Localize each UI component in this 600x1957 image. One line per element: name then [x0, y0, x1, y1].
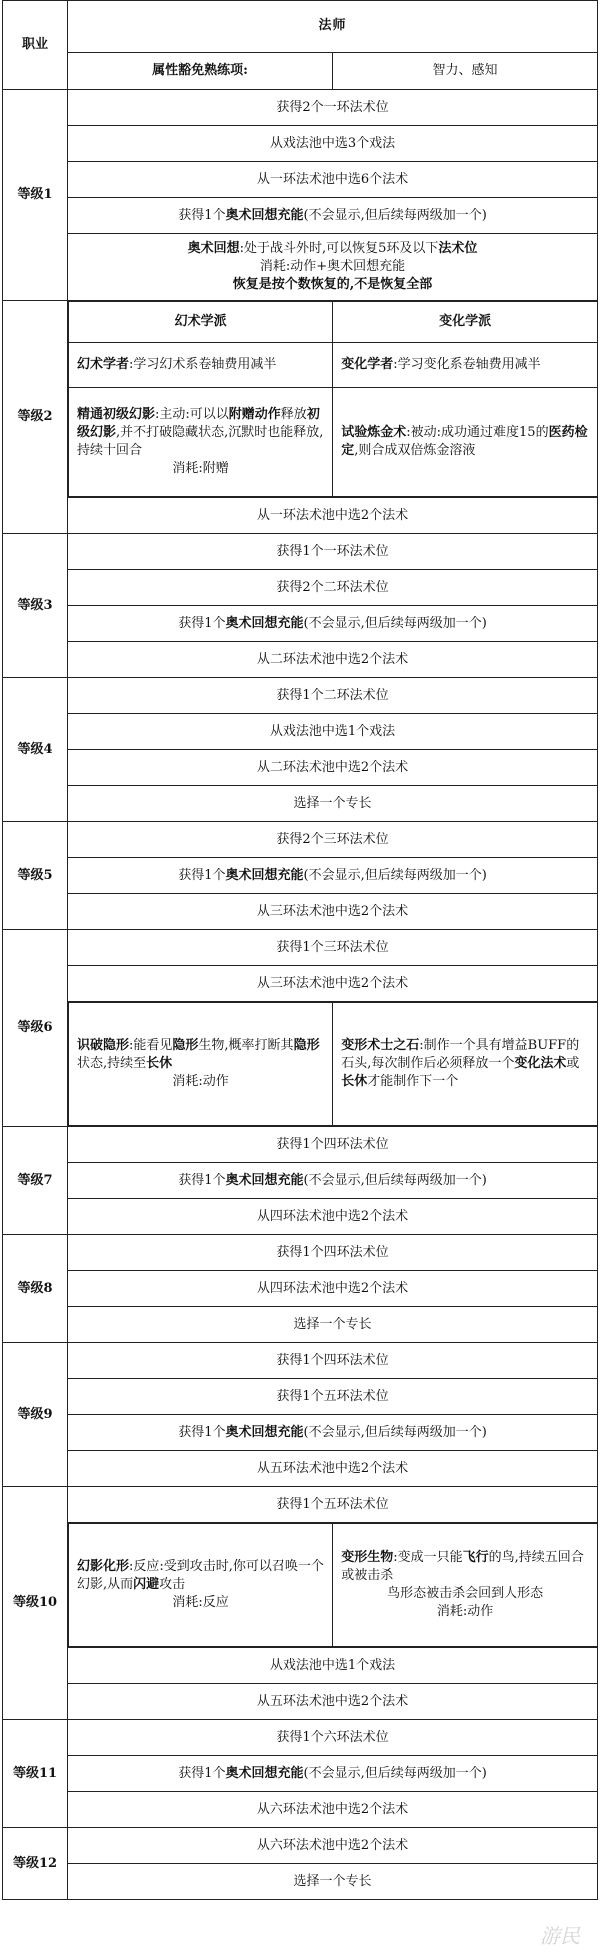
arcane-recovery-name: 奥术回想: [187, 241, 240, 256]
wizard-level-table: [2, 0, 598, 1900]
experimental-alchemy: [333, 388, 597, 497]
level-12-row: [68, 1828, 598, 1864]
level-11-slots: 获得1个六环法术位: [276, 1729, 389, 1745]
illusory-self-text: :反应:受到攻击时,你可以召唤一个幻影,从而: [77, 1559, 324, 1592]
shapechanger-name: 变形生物: [341, 1550, 394, 1565]
shapechanger-note: 鸟形态被击杀会回到人形态: [387, 1586, 544, 1601]
level-9-row: [68, 1415, 598, 1451]
level-10-features: [68, 1523, 598, 1648]
level-3-row: [68, 642, 598, 678]
arcane-charge-prefix: 获得1个: [178, 1424, 226, 1440]
level-2-row: [68, 498, 598, 534]
level-1-row: [68, 126, 598, 162]
see-invisibility-text-2: 生物,概率打断其: [198, 1038, 294, 1053]
level-11-row: [68, 1792, 598, 1828]
level-2-spells: 从一环法术池中选2个法术: [256, 507, 409, 523]
level-5-row: [68, 822, 598, 858]
level-3-row: [68, 606, 598, 642]
arcane-charge-note: (不会显示,但后续每两级加一个): [303, 1172, 487, 1188]
level-8-feat: 选择一个专长: [293, 1316, 372, 1332]
illusion-scholar-name: 幻术学者: [77, 357, 130, 372]
level-12-row: [68, 1864, 598, 1900]
arcane-recovery-charge: 奥术回想充能: [225, 207, 304, 223]
transmutation-scholar-name: 变化学者: [341, 357, 394, 372]
illusion-scholar: [69, 343, 333, 388]
level-4-row: [68, 678, 598, 714]
invisible-term-2: 隐形: [293, 1038, 320, 1053]
illusory-self-name: 幻影化形: [77, 1559, 130, 1574]
level-9-row: [68, 1343, 598, 1379]
level-9-spells: 从五环法术池中选2个法术: [256, 1460, 409, 1476]
experimental-alchemy-text-2: ,则合成双倍炼金溶液: [354, 443, 476, 458]
level-8-label: 等级8: [3, 1235, 68, 1343]
level-2-label: 等级2: [3, 301, 68, 534]
level-4-feat: 选择一个专长: [293, 795, 372, 811]
site-watermark: 游民: [540, 1924, 580, 1948]
school-illusion-title: 幻术学派: [69, 302, 333, 343]
arcane-charge-term: 奥术回想充能: [225, 867, 304, 883]
arcane-charge-note: (不会显示,但后续每两级加一个): [303, 1424, 487, 1440]
level-10-split: [68, 1523, 597, 1647]
arcane-charge-note: (不会显示,但后续每两级加一个): [303, 615, 487, 631]
level-1-label: 等级1: [3, 90, 68, 301]
arcane-charge-note: (不会显示,但后续每两级加一个): [303, 1765, 487, 1781]
level-1-cantrips: 从戏法池中选3个戏法: [269, 135, 396, 151]
transmuters-stone-or: 或: [566, 1056, 580, 1071]
level-8-slots: 获得1个四环法术位: [276, 1244, 389, 1260]
level-3-spells: 从二环法术池中选2个法术: [256, 651, 409, 667]
minor-illusion-term: 初级幻影: [77, 407, 320, 440]
level-6-spells: 从三环法术池中选2个法术: [256, 975, 409, 991]
transmuters-stone-text-2: 才能制作下一个: [367, 1074, 459, 1089]
level-7-label: 等级7: [3, 1127, 68, 1235]
shapechanger-text-2: 的鸟,持续五回合或被击杀: [341, 1550, 584, 1583]
level-3-slots-1: 获得1个一环法术位: [276, 543, 389, 559]
level-10-cantrip: 从戏法池中选1个戏法: [269, 1657, 396, 1673]
medicine-check-term: 医药检定: [341, 425, 588, 458]
transmutation-scholar: [333, 343, 597, 388]
level-5-row: [68, 894, 598, 930]
arcane-recovery-cost: 消耗:动作+奥术回想充能: [259, 259, 406, 274]
level-4-row: [68, 750, 598, 786]
level-9-label: 等级9: [3, 1343, 68, 1487]
level-3-label: 等级3: [3, 534, 68, 678]
arcane-charge-note: (不会显示,但后续每两级加一个): [303, 867, 487, 883]
level-9-row: [68, 1451, 598, 1487]
level-10-spells: 从五环法术池中选2个法术: [256, 1693, 409, 1709]
class-name-title: 法师: [68, 1, 598, 53]
level-4-cantrip: 从戏法池中选1个戏法: [269, 723, 396, 739]
level-1-spells: 从一环法术池中选6个法术: [256, 171, 409, 187]
level-11-row: [68, 1720, 598, 1756]
transmuters-stone-text: :制作一个具有增益BUFF的石头,每次制作后必须释放一个: [341, 1038, 580, 1071]
arcane-charge-term: 奥术回想充能: [225, 1765, 304, 1781]
see-invisibility-text-3: 状态,持续至: [77, 1056, 147, 1071]
level-4-spells: 从二环法术池中选2个法术: [256, 759, 409, 775]
illusion-scholar-text: :学习幻术系卷轴费用减半: [129, 357, 277, 372]
level-1-spell-slots: 获得2个一环法术位: [276, 99, 389, 115]
see-invisibility-cost: 消耗:动作: [172, 1074, 229, 1089]
level-11-label: 等级11: [3, 1720, 68, 1828]
arcane-recovery-desc: [68, 234, 598, 301]
arcane-charge-prefix: 获得1个: [178, 615, 226, 631]
level-5-row: [68, 858, 598, 894]
bonus-action-term: 附赠动作: [228, 407, 281, 422]
level-8-row: [68, 1235, 598, 1271]
level-12-spells: 从六环法术池中选2个法术: [256, 1837, 409, 1853]
level-10-row: [68, 1648, 598, 1684]
arcane-charge-term: 奥术回想充能: [225, 615, 304, 631]
improved-minor-illusion-cost: 消耗:附赠: [172, 461, 229, 476]
level-5-spells: 从三环法术池中选2个法术: [256, 903, 409, 919]
school-split: [68, 301, 597, 497]
level-5-slots: 获得2个三环法术位: [276, 831, 389, 847]
level-12-feat: 选择一个专长: [293, 1873, 372, 1889]
level-4-slots: 获得1个二环法术位: [276, 687, 389, 703]
level-6-split: [68, 1002, 597, 1126]
class-label: 职业: [3, 1, 68, 90]
see-invisibility-name: 识破隐形: [77, 1038, 130, 1053]
level-6-slots: 获得1个三环法术位: [276, 939, 389, 955]
level-7-spells: 从四环法术池中选2个法术: [256, 1208, 409, 1224]
level-10-slots: 获得1个五环法术位: [276, 1496, 389, 1512]
arcane-charge-prefix: 获得1个: [178, 1765, 226, 1781]
level-7-row: [68, 1163, 598, 1199]
improved-minor-illusion-text-2: 释放: [280, 407, 307, 422]
long-rest-term: 长休: [146, 1056, 173, 1071]
improved-minor-illusion: [69, 388, 333, 497]
level-10-row: [68, 1684, 598, 1720]
arcane-recovery-text: :处于战斗外时,可以恢复5环及以下: [239, 241, 439, 256]
illusory-self-cost: 消耗:反应: [172, 1595, 229, 1610]
experimental-alchemy-text: :被动:成功通过难度15的: [406, 425, 549, 440]
level-8-spells: 从四环法术池中选2个法术: [256, 1280, 409, 1296]
school-transmutation-title: 变化学派: [333, 302, 597, 343]
transmutation-spell-term: 变化法术: [514, 1056, 567, 1071]
fly-term: 飞行: [462, 1550, 489, 1565]
experimental-alchemy-name: 试验炼金术: [341, 425, 407, 440]
arcane-charge-term: 奥术回想充能: [225, 1172, 304, 1188]
level-12-label: 等级12: [3, 1828, 68, 1900]
level-11-row: [68, 1756, 598, 1792]
transmuters-stone: [333, 1003, 597, 1126]
level-9-slots-1: 获得1个四环法术位: [276, 1352, 389, 1368]
arcane-charge-prefix: 获得1个: [178, 1172, 226, 1188]
arcane-charge-prefix: 获得1个: [178, 867, 226, 883]
level-9-row: [68, 1379, 598, 1415]
shapechanger-text: :变成一只能: [393, 1550, 463, 1565]
dodge-term: 闪避: [133, 1577, 160, 1592]
level-6-label: 等级6: [3, 930, 68, 1127]
level-11-spells: 从六环法术池中选2个法术: [256, 1801, 409, 1817]
level-6-features: [68, 1002, 598, 1127]
level-1-row: [68, 90, 598, 126]
see-invisibility-text: :能看见: [129, 1038, 173, 1053]
invisible-term: 隐形: [172, 1038, 199, 1053]
arcane-recovery-spell-slot: 法术位: [438, 241, 478, 256]
level-6-row: [68, 966, 598, 1002]
level-7-row: [68, 1199, 598, 1235]
arcane-charge-term: 奥术回想充能: [225, 1424, 304, 1440]
see-invisibility: [69, 1003, 333, 1126]
long-rest-term: 长休: [341, 1074, 368, 1089]
improved-minor-illusion-text: :主动:可以以: [155, 407, 229, 422]
level-7-row: [68, 1127, 598, 1163]
level-8-row: [68, 1307, 598, 1343]
level-8-row: [68, 1271, 598, 1307]
illusory-self: [69, 1524, 333, 1647]
level-5-label: 等级5: [3, 822, 68, 930]
illusory-self-text-2: 攻击: [159, 1577, 186, 1592]
improved-minor-illusion-name: 精通初级幻影: [77, 407, 156, 422]
level-1-row: [68, 162, 598, 198]
level-10-row: [68, 1487, 598, 1523]
level-7-slots: 获得1个四环法术位: [276, 1136, 389, 1152]
arcane-recovery-note: (不会显示,但后续每两级加一个): [303, 207, 487, 223]
level-10-label: 等级10: [3, 1487, 68, 1720]
level-4-label: 等级4: [3, 678, 68, 822]
shapechanger: [333, 1524, 597, 1647]
level-3-slots-2: 获得2个二环法术位: [276, 579, 389, 595]
level-4-row: [68, 714, 598, 750]
level-3-row: [68, 534, 598, 570]
level-9-slots-2: 获得1个五环法术位: [276, 1388, 389, 1404]
level-2-schools: [68, 301, 598, 498]
arcane-recovery-rule: 恢复是按个数恢复的,不是恢复全部: [232, 277, 433, 292]
level-3-row: [68, 570, 598, 606]
shapechanger-cost: 消耗:动作: [436, 1604, 494, 1619]
level-6-row: [68, 930, 598, 966]
saving-throw-label: 属性豁免熟练项:: [68, 52, 333, 89]
level-4-row: [68, 786, 598, 822]
transmuters-stone-name: 变形术士之石: [341, 1038, 420, 1053]
level-1-row: [68, 198, 598, 234]
saving-throw-value: 智力、感知: [333, 52, 598, 89]
improved-minor-illusion-text-3: ,并不打破隐藏状态,沉默时也能释放,持续十回合: [77, 425, 324, 458]
transmutation-scholar-text: :学习变化系卷轴费用减半: [393, 357, 541, 372]
arcane-recovery-prefix: 获得1个: [178, 207, 226, 223]
